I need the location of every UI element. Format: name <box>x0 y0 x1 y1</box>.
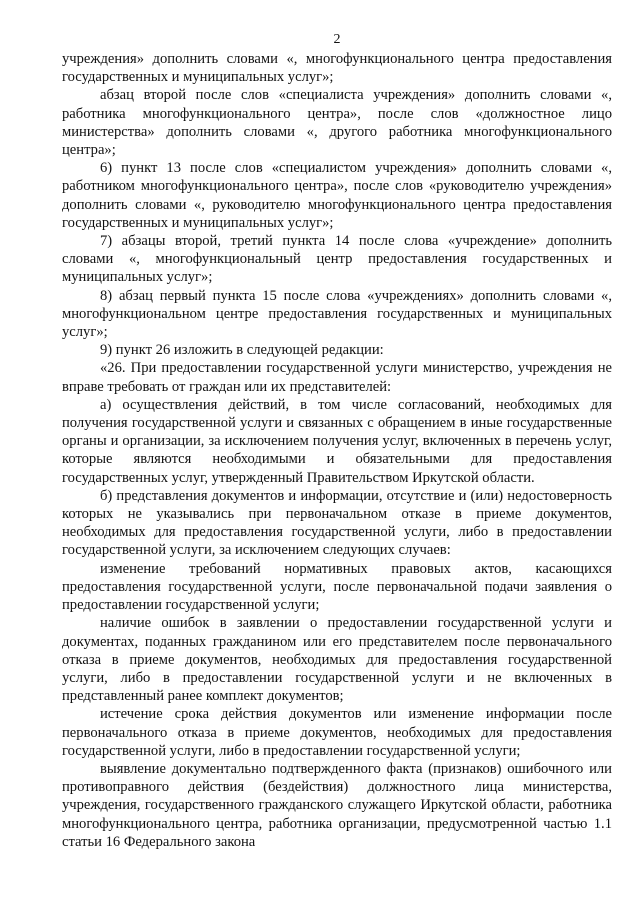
page-number: 2 <box>333 32 341 47</box>
paragraph-item-9: 9) пункт 26 изложить в следующей редакции: <box>100 342 384 359</box>
paragraph-case-requirements-change: изменение требований нормативных правовых актов, касающихся предоставления государственной услуги, после первоначальной подачи заявления о предоставлении государственной услуги; <box>62 560 612 614</box>
document-body <box>62 50 612 851</box>
paragraph-item-6: 6) пункт 13 после слов «специалистом учреждения» дополнить словами «, работником многофункционального центра», после слов «руководителю учреждения» дополнить словами «, руководителю многофункционального центра предоставления государственных и муниципальных услуг»; <box>62 160 612 231</box>
paragraph-case-violation: выявление документально подтвержденного факта (признаков) ошибочного или противоправного действия (бездействия) должностного лица министерства, учреждения, государственного гражданского служащего Иркутской области, работника многофункционального центра, работника организации, предусмотренной частью 1.1 статьи 16 Федерального закона <box>62 760 612 850</box>
paragraph-case-expiry: истечение срока действия документов или изменение информации после первоначального отказа в приеме документов, необходимых для предоставления государственной услуги, либо в предоставлении государственной услуги; <box>62 706 612 759</box>
paragraph-continuation: учреждения» дополнить словами «, многофункционального центра предоставления государственных и муниципальных услуг»; <box>62 51 612 86</box>
paragraph-item-7: 7) абзацы второй, третий пункта 14 после слова «учреждение» дополнить словами «, многофункциональный центр предоставления государственных и муниципальных услуг»; <box>62 233 612 286</box>
paragraph-item-8: 8) абзац первый пункта 15 после слова «учреждениях» дополнить словами «, многофункциональном центре предоставления государственных и муниципальных услуг»; <box>62 287 612 341</box>
paragraph-case-errors: наличие ошибок в заявлении о предоставлении государственной услуги и документах, поданных гражданином или его представителем после первоначального отказа в приеме документов, необходимых для предоставления государственной услуги, либо в предоставлении государственной услуги и не включенных в представленный ранее комплект документов; <box>62 615 612 705</box>
paragraph-subitem-b: б) представления документов и информации, отсутствие и (или) недостоверность которых не указывались при первоначальном отказе в приеме документов, необходимых для предоставления государственной услуги, либо в предоставлении государственной услуги, за исключением следующих случаев: <box>62 487 612 559</box>
paragraph-point-26: «26. При предоставлении государственной услуги министерство, учреждения не вправе требовать от граждан или их представителей: <box>62 360 612 395</box>
paragraph-abzac-vtoroy: абзац второй после слов «специалиста учреждения» дополнить словами «, работника многофункционального центра», после слов «должностное лицо министерства» дополнить словами «, другого работника многофункционального центра»; <box>62 87 612 159</box>
paragraph-subitem-a: а) осуществления действий, в том числе согласований, необходимых для получения государственной услуги и связанных с обращением в иные государственные органы и организации, за исключением получения услуг, включенных в перечень услуг, которые являются необходимыми и обязательными для предоставления государственных услуг, утвержденный Правительством Иркутской области. <box>62 396 612 486</box>
